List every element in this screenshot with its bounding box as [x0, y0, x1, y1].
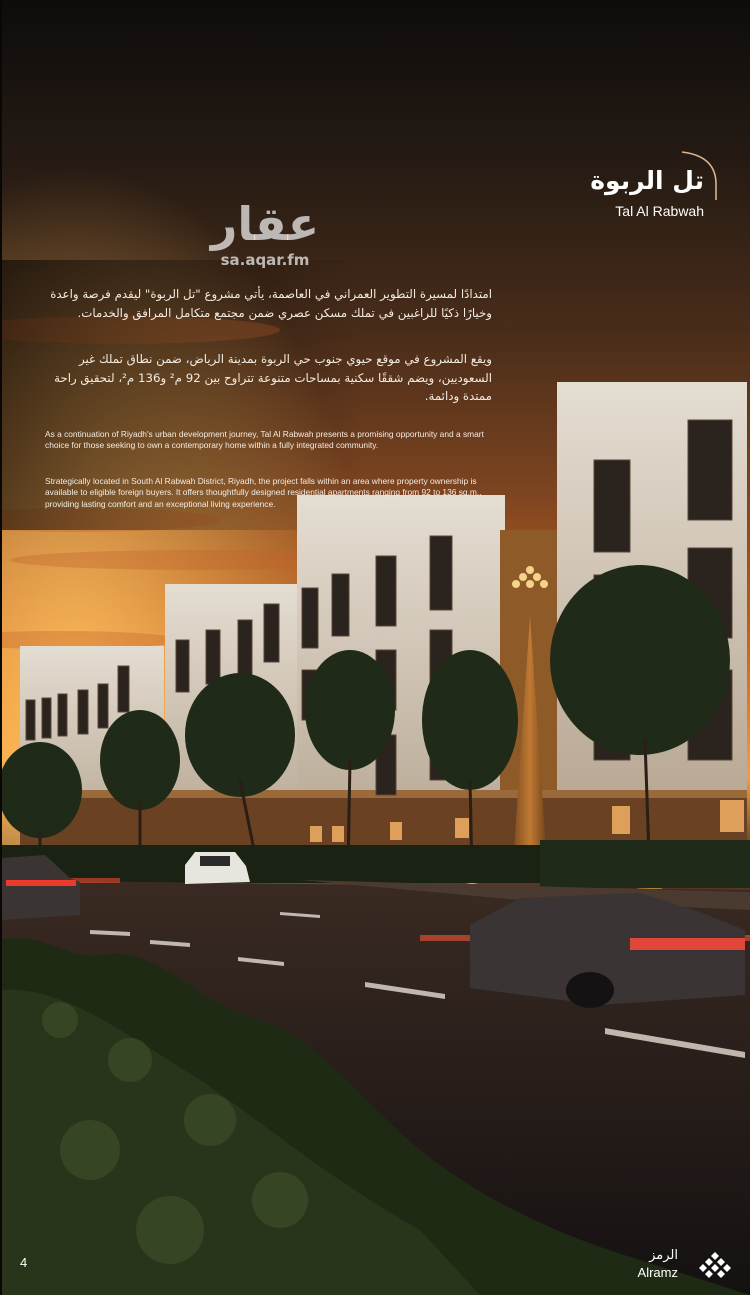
logo-text-english: Alramz [637, 1265, 678, 1280]
aqar-watermark [198, 196, 332, 268]
project-title-arabic: تل الربوة [590, 166, 704, 195]
watermark-brand: عقار [210, 197, 320, 251]
description-english-paragraph-1: As a continuation of Riyadh's urban development journey, Tal Al Rabwah presents a promising opportunity and a smart choice for those seeking to own a contemporary home within a fully integrated community. [45, 429, 484, 451]
alramz-mark-icon [698, 1251, 732, 1281]
description-english-paragraph-2: Strategically located in South Al Rabwah District, Riyadh, the project falls within an area where property ownership is available to eligible foreign buyers. It offers thoughtfully designed residential apartments ranging from 92 to 136 sq.m., providing lasting comfort and an exceptional living experience. [45, 476, 482, 509]
logo-text-arabic: الرمز [649, 1248, 678, 1263]
project-title-english: Tal Al Rabwah [615, 203, 704, 219]
description-arabic-paragraph-1: امتدادًا لمسيرة التطوير العمراني في العاصمة، يأتي مشروع "تل الربوة" ليقدم فرصة واعدة وخيارًا ذكيًا للراغبين في تملك مسكن عصري ضمن مجتمع متكامل المرافق والخدمات. [50, 287, 492, 320]
watermark-url: sa.aqar.fm [220, 251, 310, 269]
page-number: 4 [20, 1255, 28, 1270]
description-arabic-paragraph-2: ويقع المشروع في موقع حيوي جنوب حي الربوة بمدينة الرياض، ضمن نطاق تملك غير السعوديين، ويضم شققًا سكنية بمساحات متنوعة تتراوح بين 92 م² و136 م²، لتحقيق راحة ممتدة ودائمة. [54, 352, 492, 403]
alramz-logo [624, 1248, 734, 1284]
